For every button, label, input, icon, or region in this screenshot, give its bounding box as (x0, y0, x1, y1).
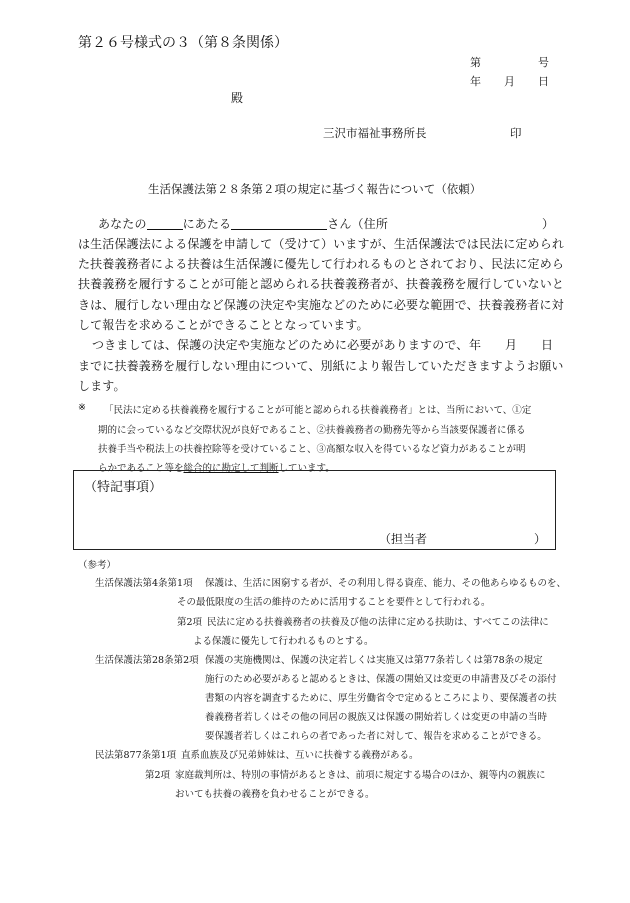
body-line-7: つきましては、保護の決定や実施などのために必要がありますので、 (92, 338, 469, 352)
ref-text: 養義務者若しくはその他の同居の親族又は保護の開始若しくは変更の申請の当時 (205, 712, 548, 723)
doc-number-prefix: 第 (470, 56, 481, 69)
body-line-6: して報告を求めることができることとなっています。 (78, 318, 369, 332)
ref-text: 保護の実施機関は、保護の決定若しくは実施又は第77条若しくは第78条の規定 (205, 655, 543, 666)
doc-number-suffix: 号 (538, 56, 549, 69)
ref-text: 直系血族及び兄弟姉妹は、互いに扶養する義務がある。 (181, 750, 419, 761)
ref-text: おいても扶養の義務を負わせることができる。 (175, 789, 375, 800)
addressee-suffix: 殿 (231, 91, 244, 105)
ref-text: よる保護に優先して行われるものとする。 (193, 636, 374, 647)
ref-text: その最低限度の生活の維持のために活用することを要件として行われる。 (177, 597, 491, 608)
body-text: あなたの (98, 217, 147, 231)
ref-civil-877-2: 第2項 (145, 770, 171, 781)
date-day: 日 (538, 75, 549, 88)
deadline-month: 月 (505, 338, 518, 352)
document-title: 生活保護法第２８条第２項の規定に基づく報告について（依頼） (148, 182, 482, 196)
ref-text: 施行のため必要があると認めるときは、保護の開始又は変更の申請書及びその添付 (205, 674, 557, 685)
ref-text: 保護は、生活に困窮する者が、その利用し得る資産、能力、その他あらゆるものを、 (205, 578, 567, 589)
body-line-1 (98, 215, 388, 232)
ref-law-4-1: 生活保護法第4条第1項 (95, 578, 193, 589)
body-text: さん（住所 (327, 217, 388, 231)
ref-law-4-2: 第2項 (177, 617, 203, 628)
body-line-5: きは、履行しない理由など保護の決定や実施などのために必要な範囲で、扶養義務者に対 (78, 298, 564, 312)
date-year: 年 (470, 75, 481, 88)
body-line-9: します。 (78, 379, 126, 393)
body-line-3: た扶養義務者による扶養は生活保護に優先して行われるものとされており、民法に定めら (78, 257, 565, 271)
note-mark: ※ (78, 402, 86, 413)
deadline-year: 年 (469, 338, 482, 352)
date-month: 月 (504, 75, 515, 88)
ref-law-28-2: 生活保護法第28条第2項 (95, 655, 199, 666)
form-number: 第２６号様式の３（第８条関係） (78, 35, 288, 51)
body-line-8: までに扶養義務を履行しない理由について、別紙により報告していただきますようお願い (78, 359, 564, 373)
note-text: しています。 (278, 463, 335, 474)
note-line-1: 「民法に定める扶養義務を履行することが可能と認められる扶養義務者」とは、当所において、①定 (104, 405, 532, 416)
reference-heading: （参考） (78, 560, 117, 571)
staff-label: （担当者 (379, 532, 428, 546)
ref-civil-877-1: 民法第877条第1項 (95, 750, 177, 761)
body-line-2: は生活保護法による保護を申請して（受けて）いますが、生活保護法では民法に定められ (78, 237, 565, 251)
staff-close: ） (534, 532, 547, 546)
special-remarks-title: （特記事項） (84, 480, 163, 495)
ref-text: 書類の内容を調査するために、厚生労働省令で定めるところにより、要保護者の扶 (205, 693, 557, 704)
body-text: にあたる (182, 217, 232, 231)
body-line-4: 扶養義務を履行することが可能と認められる扶養義務者が、扶養義務を履行していないと (78, 277, 565, 291)
relation-blank[interactable] (147, 216, 183, 230)
address-close: ） (542, 217, 555, 231)
note-line-2: 期的に会っているなど交際状況が良好であること、②扶養義務者の勤務先等から当該要保護者に係る (98, 425, 526, 436)
special-remarks-box[interactable] (73, 470, 556, 550)
seal-mark: 印 (510, 126, 522, 140)
note-text: らかであること等を (98, 463, 184, 474)
note-line-3: 扶養手当や税法上の扶養控除等を受けていること、③高額な収入を得ているなど資力があることが明 (98, 444, 526, 455)
issuer-name: 三沢市福祉事務所長 (323, 126, 427, 140)
ref-text: 民法に定める扶養義務者の扶養及び他の法律に定める扶助は、すべてこの法律に (207, 617, 549, 628)
ref-text: 家庭裁判所は、特別の事情があるときは、前項に規定する場合のほか、親等内の親族に (175, 770, 546, 781)
name-blank[interactable] (231, 216, 327, 230)
ref-text: 要保護者若しくはこれらの者であった者に対して、報告を求めることができる。 (205, 731, 547, 742)
deadline-day: 日 (541, 338, 554, 352)
note-underlined-text: 総合的に勘定して判断 (183, 463, 279, 474)
